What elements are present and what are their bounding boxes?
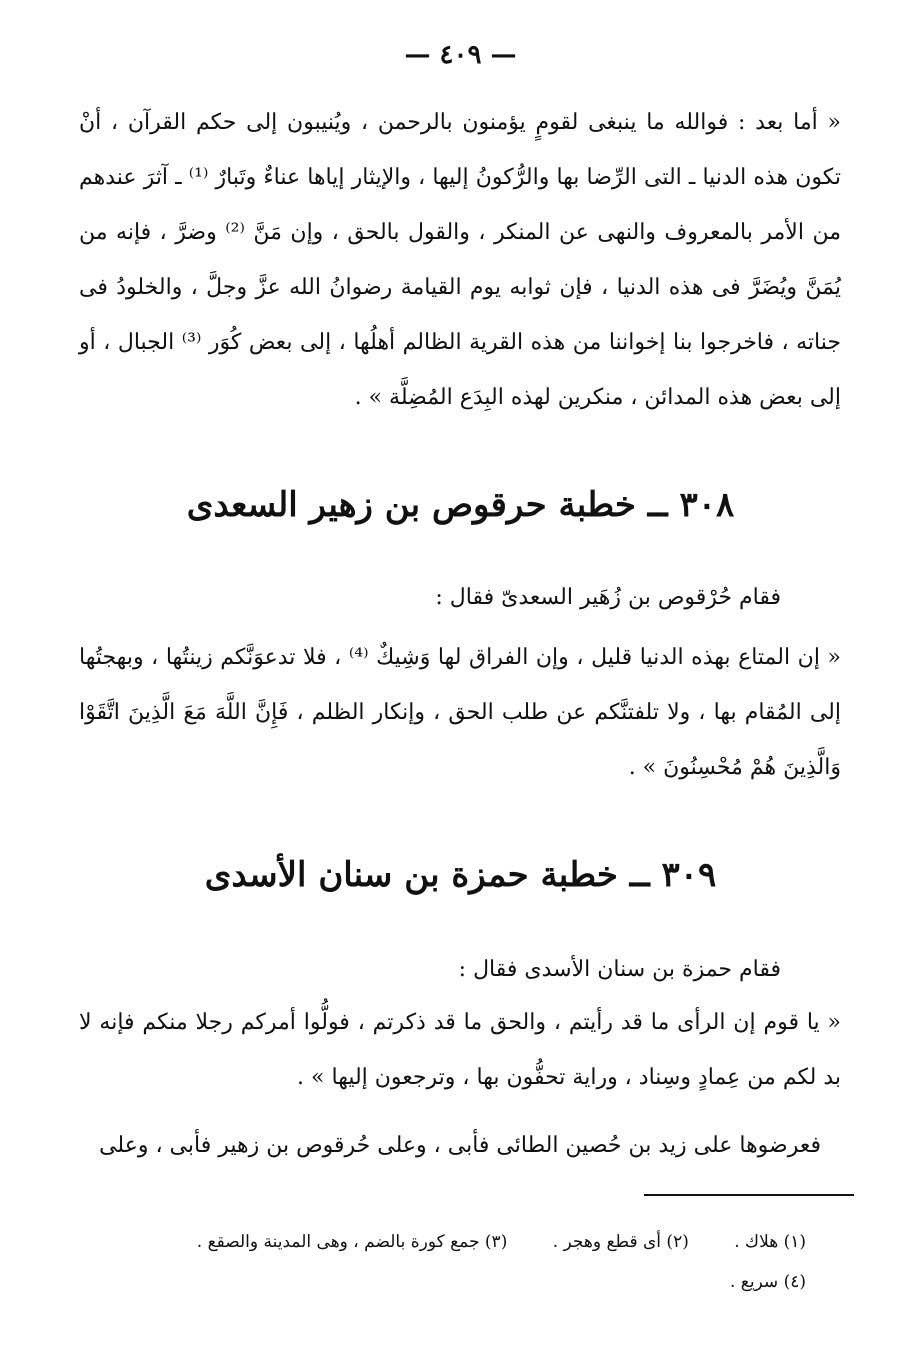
footnote-row-2	[106, 1262, 806, 1302]
section-308-intro: فقام حُرْقوص بن زُهَير السعدىّ فقال :	[435, 585, 781, 610]
footnote-divider	[644, 1194, 854, 1196]
footnote-row-1	[106, 1222, 806, 1262]
page-number: — ٤٠٩ —	[404, 40, 517, 70]
footnotes	[106, 1222, 806, 1302]
section-309-continuation: فعرضوها على زيد بن حُصين الطائى فأبى ، وعلى حُرقوص بن زهير فأبى ، وعلى	[99, 1133, 821, 1158]
footnote-4: (٤) سريع .	[729, 1272, 806, 1292]
footnote-2: (٢) أى قطع وهجر .	[552, 1232, 689, 1252]
section-309-intro: فقام حمزة بن سنان الأسدى فقال :	[458, 957, 781, 982]
section-309-speech: « يا قوم إن الرأى ما قد رأيتم ، والحق ما قد ذكرتم ، فولُّوا أمركم رجلا منكم فإنه لا بد لكم من عِمادٍ وسِناد ، وراية تحفُّون بها ، وترجعون إليها » .	[79, 1010, 841, 1090]
opening-speech-paragraph: « أما بعد : فوالله ما ينبغى لقومٍ يؤمنون بالرحمن ، ويُنيبون إلى حكم القرآن ، أنْ تكون هذه الدنيا ـ التى الرِّضا بها والرُّكونُ إليها ، والإيثار إياها عناءٌ وتَبارٌ ⁽¹⁾ ـ آثرَ عندهم من الأمر بالمعروف والنهى عن المنكر ، والقول بالحق ، وإن مَنَّ ⁽²⁾ وضرَّ ، فإنه من يُمَنَّ ويُضَرَّ فى هذه الدنيا ، فإن ثوابه يوم القيامة رضوانُ الله عزَّ وجلَّ ، والخلودُ فى جناته ، فاخرجوا بنا إخواننا من هذه القرية الظالم أهلُها ، إلى بعض كُوَر ⁽³⁾ الجبال ، أو إلى بعض هذه المدائن ، منكرين لهذه البِدَع المُضِلَّة » .	[79, 110, 841, 410]
footnote-3: (٣) جمع كورة بالضم ، وهى المدينة والصقع .	[196, 1232, 508, 1252]
footnote-1: (١) هلاك .	[734, 1232, 806, 1252]
section-308-heading: ٣٠٨ ــ خطبة حرقوص بن زهير السعدى	[186, 485, 735, 525]
section-309-heading: ٣٠٩ ــ خطبة حمزة بن سنان الأسدى	[204, 855, 717, 895]
section-308-speech: « إن المتاع بهذه الدنيا قليل ، وإن الفراق لها وَشِيكٌ ⁽⁴⁾ ، فلا تدعوَنَّكم زينتُها ، وبهجتُها إلى المُقام بها ، ولا تلفتنَّكم عن طلب الحق ، وإنكار الظلم ، فَإِنَّ اللَّهَ مَعَ الَّذِينَ اتَّقَوْا وَالَّذِينَ هُمْ مُحْسِنُونَ » .	[79, 645, 841, 780]
